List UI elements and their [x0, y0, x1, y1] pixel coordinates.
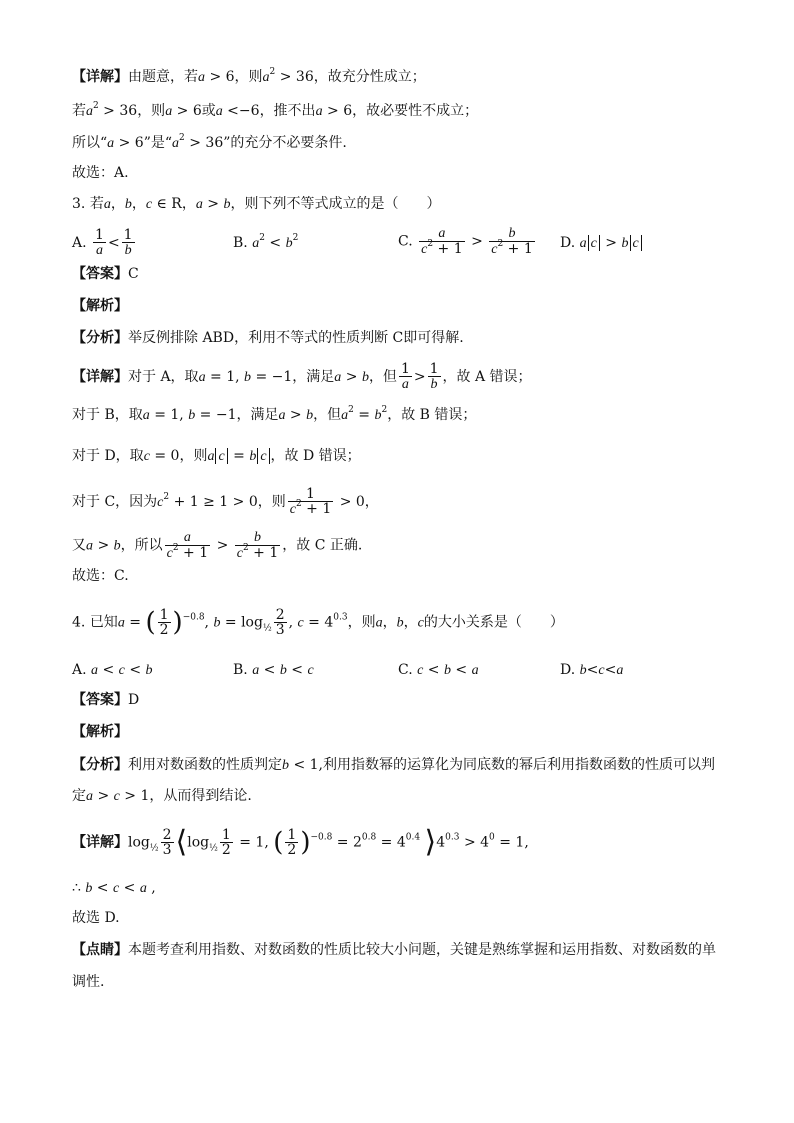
question-3: 3. 若a，b，c ∈ R，a > b，则下列不等式成立的是（ ） — [72, 196, 441, 212]
q3-detail-c2: 又a > b，所以 $\frac{a}{c^2 + 1}$ > $\frac{b}{c^2 + 1}$ ，故 C 正确. — [72, 530, 363, 561]
analysis-tag-3: 【解析】 — [72, 298, 128, 314]
analysis-4-line-2: 定a > c > 1，从而得到结论. — [72, 788, 252, 804]
commentary-line-1: 【点睛】本题考查利用指数、对数函数的性质比较大小问题，关键是熟练掌握和运用指数、对数函数的单 — [72, 942, 716, 958]
q4-option-c: C. c < b < a — [398, 662, 479, 678]
q4-option-b: B. a < b < c — [233, 662, 314, 678]
q3-detail-a: 【详解】对于 A，取a = 1, b = −1，满足a > b，但 $\frac{1}{a}$ > $\frac{1}{b}$ ，故 A 错误； — [72, 361, 532, 392]
q3-detail-b: 对于 B，取a = 1, b = −1，满足a > b，但$a^2 = b^2$，故 B 错误； — [72, 405, 477, 423]
q4-conclusion: ∴ b < c < a , — [72, 880, 156, 896]
select-answer-2: 故选：A. — [72, 165, 129, 181]
q4-option-a: A. a < c < b — [72, 662, 153, 678]
solution-line-2: 若$a^2 > 36$，则a > 6或a <−6，推不出a > 6，故必要性不成立； — [72, 101, 479, 119]
q4-option-d: D. b<c<a — [560, 662, 624, 678]
q3-detail-d: 对于 D，取c = 0，则a c = b c ，故 D 错误； — [72, 448, 361, 464]
analysis-4-line-1: 【分析】利用对数函数的性质判定b < 1,利用指数幂的运算化为同底数的幂后利用指数函数的性质可以判 — [72, 757, 715, 773]
analysis-3: 【分析】举反例排除 ABD，利用不等式的性质判断 C即可得解. — [72, 330, 464, 346]
q3-detail-c: 对于 C，因为$c^2 + 1 \ge 1 > 0$，则 $\frac{1}{c^2 + 1}$ > 0， — [72, 486, 379, 517]
q3-option-a: A. $\frac{1}{a}$ < $\frac{1}{b}$ — [72, 227, 133, 258]
select-answer-3: 故选：C. — [72, 568, 129, 584]
detail-tag: 【详解】 — [72, 69, 128, 85]
select-answer-4: 故选 D. — [72, 910, 120, 926]
q3-option-c: C. $\frac{a}{c^2 + 1}$ > $\frac{b}{c^2 + 1}$ — [398, 226, 533, 257]
q3-option-d: D. a c > b c — [560, 233, 643, 254]
answer-4: 【答案】D — [72, 692, 140, 708]
question-4: 4. 已知a = ( $\frac{1}{2}$ )$^{-0.8}$, $b = \log_{\frac{1}{2}}$ $\frac{2}{3}$ , $c = 4^{0.3}$，则a，b，c的大小关系是（ ） — [72, 607, 564, 638]
analysis-tag-4: 【解析】 — [72, 724, 128, 740]
answer-3: 【答案】C — [72, 266, 139, 282]
q4-detail: 【详解】$\log_{\frac{1}{2}}$ $\frac{2}{3}$ $⟨\log_{\frac{1}{2}}$ $\frac{1}{2}$ = 1, ( $\frac{1}{2}$ )$^{-0.8} = 2^{0.8} = 4^{0.4}$ $⟩4^{0.3} > 4^0 = 1$, — [72, 824, 529, 860]
q3-option-b: B. $a^2 < b^2$ — [233, 233, 299, 251]
solution-line-1: 【详解】由题意，若a > 6，则$a^2 > 36$，故充分性成立； — [72, 67, 426, 85]
solution-line-3: 所以“a > 6”是“$a^2 > 36$”的充分不必要条件. — [72, 133, 347, 151]
commentary-line-2: 调性. — [72, 974, 105, 990]
